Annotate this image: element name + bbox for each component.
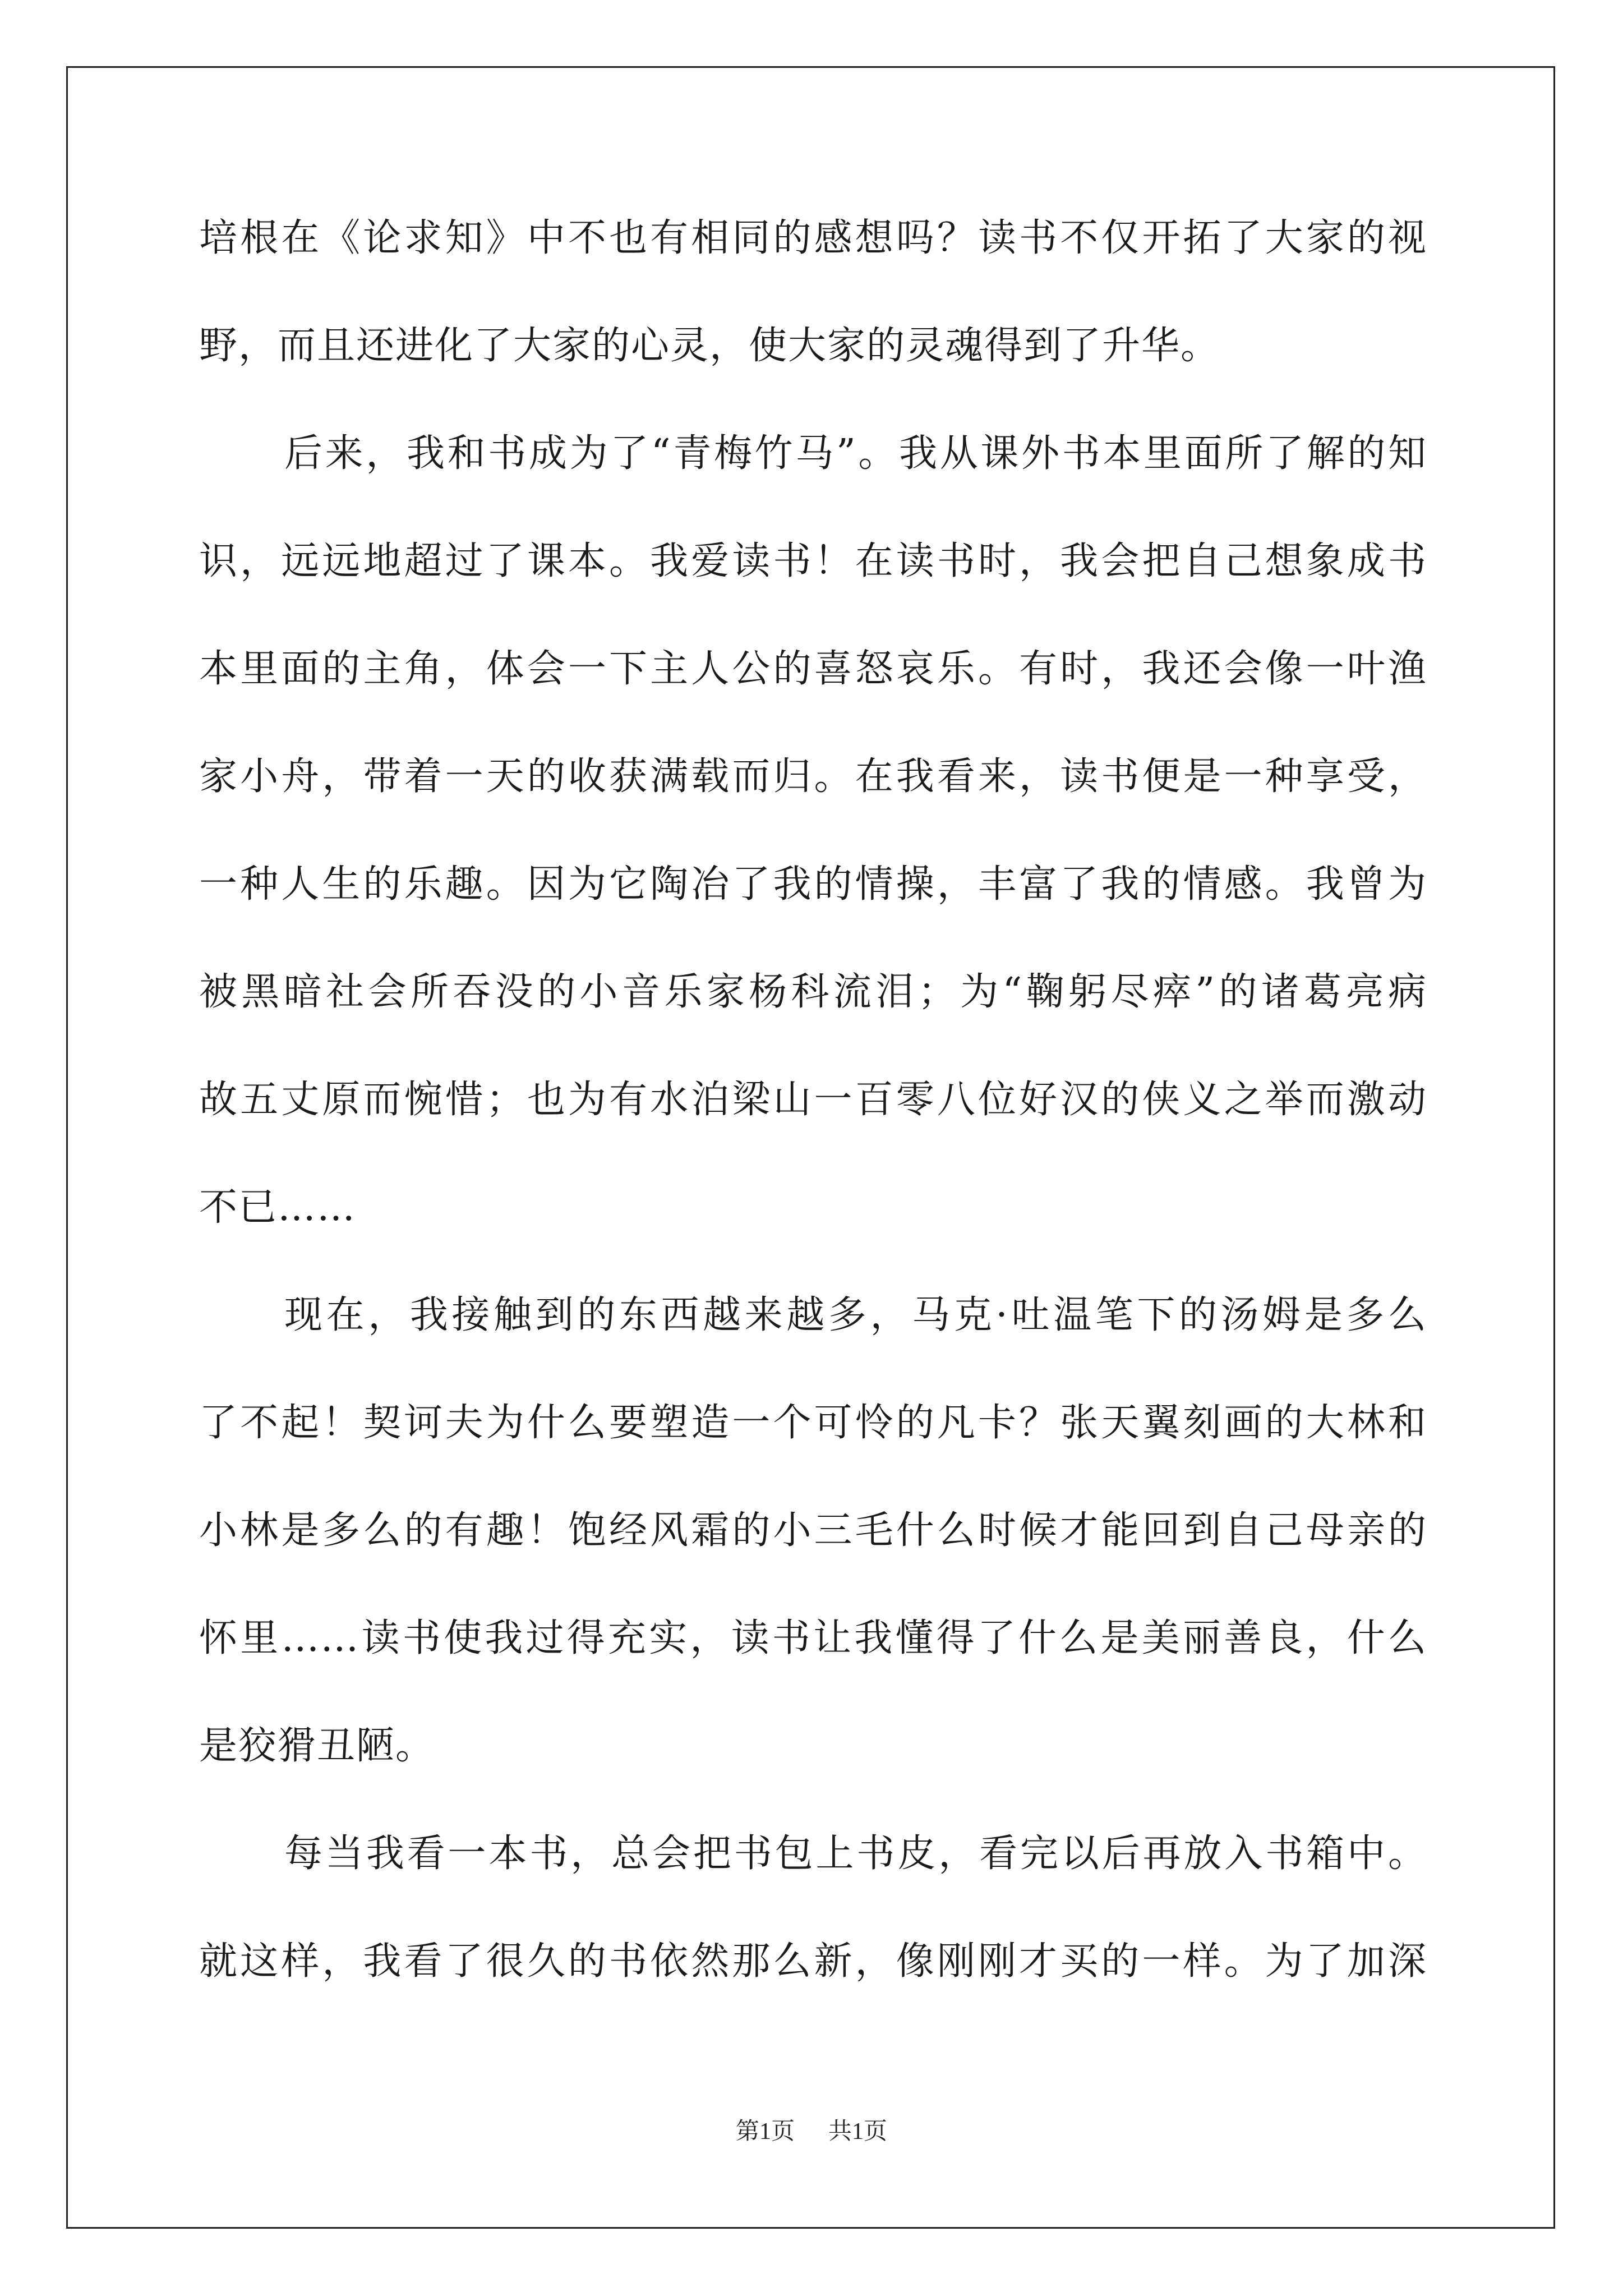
text-line: 了不起！契诃夫为什么要塑造一个可怜的凡卡？张天翼刻画的大林和 [199, 1401, 1427, 1445]
text-line: 现在，我接触到的东西越来越多，马克·吐温笔下的汤姆是多么 [284, 1293, 1427, 1337]
text-line: 小林是多么的有趣！饱经风霜的小三毛什么时候才能回到自己母亲的 [199, 1508, 1427, 1553]
text-line: 不已…… [199, 1185, 357, 1230]
text-line: 一种人生的乐趣。因为它陶冶了我的情操，丰富了我的情感。我曾为 [199, 862, 1427, 907]
text-line: 野，而且还进化了大家的心灵，使大家的灵魂得到了升华。 [199, 324, 1220, 368]
text-line: 培根在《论求知》中不也有相同的感想吗？读书不仅开拓了大家的视 [199, 216, 1427, 260]
text-line: 家小舟，带着一天的收获满载而归。在我看来，读书便是一种享受， [199, 754, 1427, 799]
page-total: 共1页 [828, 2119, 888, 2145]
text-line: 识，远远地超过了课本。我爱读书！在读书时，我会把自己想象成书 [199, 539, 1427, 583]
text-line: 后来，我和书成为了“青梅竹马”。我从课外书本里面所了解的知 [284, 431, 1427, 476]
text-line: 故五丈原而惋惜；也为有水泊梁山一百零八位好汉的侠义之举而激动 [199, 1078, 1427, 1122]
document-body [199, 205, 1427, 2036]
page-footer [0, 2115, 1623, 2148]
text-line: 怀里……读书使我过得充实，读书让我懂得了什么是美丽善良，什么 [199, 1616, 1427, 1660]
text-line: 就这样，我看了很久的书依然那么新，像刚刚才买的一样。为了加深 [199, 1939, 1427, 1984]
text-line: 每当我看一本书，总会把书包上书皮，看完以后再放入书箱中。 [284, 1832, 1427, 1876]
text-line: 是狡猾丑陋。 [199, 1724, 435, 1768]
page-number: 第1页 [735, 2119, 795, 2145]
text-line: 被黑暗社会所吞没的小音乐家杨科流泪；为“鞠躬尽瘁”的诸葛亮病 [199, 970, 1427, 1014]
text-line: 本里面的主角，体会一下主人公的喜怒哀乐。有时，我还会像一叶渔 [199, 647, 1427, 691]
